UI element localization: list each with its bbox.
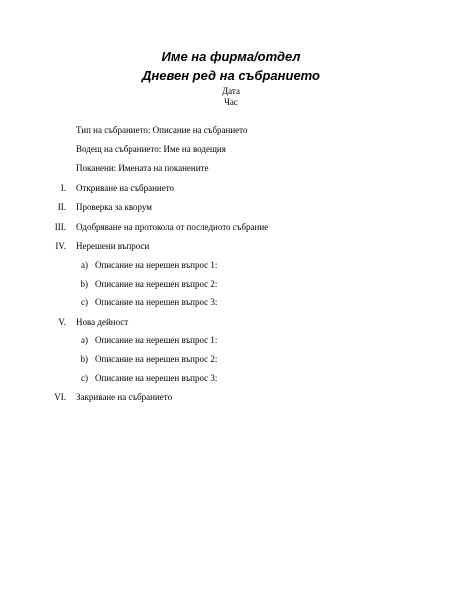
subitem-letter: b) bbox=[80, 279, 88, 289]
agenda-item-number: VI. bbox=[54, 392, 66, 402]
subitem-letter: a) bbox=[81, 335, 88, 345]
date-field: Дата bbox=[222, 86, 240, 96]
agenda-item-quorum: Проверка за кворум bbox=[76, 202, 152, 212]
agenda-item-new-business: Нова дейност bbox=[76, 317, 129, 327]
subitem-text: Описание на нерешен въпрос 3: bbox=[95, 297, 218, 307]
subitem-letter: a) bbox=[81, 260, 88, 270]
subitem-text: Описание на нерешен въпрос 2: bbox=[95, 354, 218, 364]
subitem-letter: c) bbox=[81, 297, 88, 307]
subitem-text: Описание на нерешен въпрос 2: bbox=[95, 279, 218, 289]
agenda-item-number: III. bbox=[54, 222, 66, 232]
subitem-letter: b) bbox=[80, 354, 88, 364]
company-name: Име на фирма/отдел bbox=[161, 49, 301, 64]
time-field: Час bbox=[224, 97, 238, 107]
meeting-type: Тип на събранието: Описание на събранието bbox=[76, 125, 248, 135]
agenda-item-closing: Закриване на събранието bbox=[76, 392, 173, 402]
subitem-text: Описание на нерешен въпрос 1: bbox=[95, 335, 218, 345]
agenda-item-number: IV. bbox=[55, 241, 66, 251]
document-title: Дневен ред на събранието bbox=[141, 68, 321, 83]
agenda-item-number: V. bbox=[58, 317, 66, 327]
meeting-chair: Водещ на събранието: Име на водещия bbox=[76, 144, 226, 154]
agenda-item-minutes: Одобряване на протокола от последното събрание bbox=[76, 222, 269, 232]
subitem-text: Описание на нерешен въпрос 3: bbox=[95, 373, 218, 383]
agenda-item-number: I. bbox=[60, 183, 66, 193]
subitem-text: Описание на нерешен въпрос 1: bbox=[95, 260, 218, 270]
agenda-item-unresolved: Нерешени въпроси bbox=[76, 241, 150, 251]
subitem-letter: c) bbox=[81, 373, 88, 383]
agenda-item-opening: Откриване на събранието bbox=[76, 183, 175, 193]
agenda-item-number: II. bbox=[57, 202, 66, 212]
invited-list: Поканени: Имената на поканените bbox=[76, 163, 209, 173]
